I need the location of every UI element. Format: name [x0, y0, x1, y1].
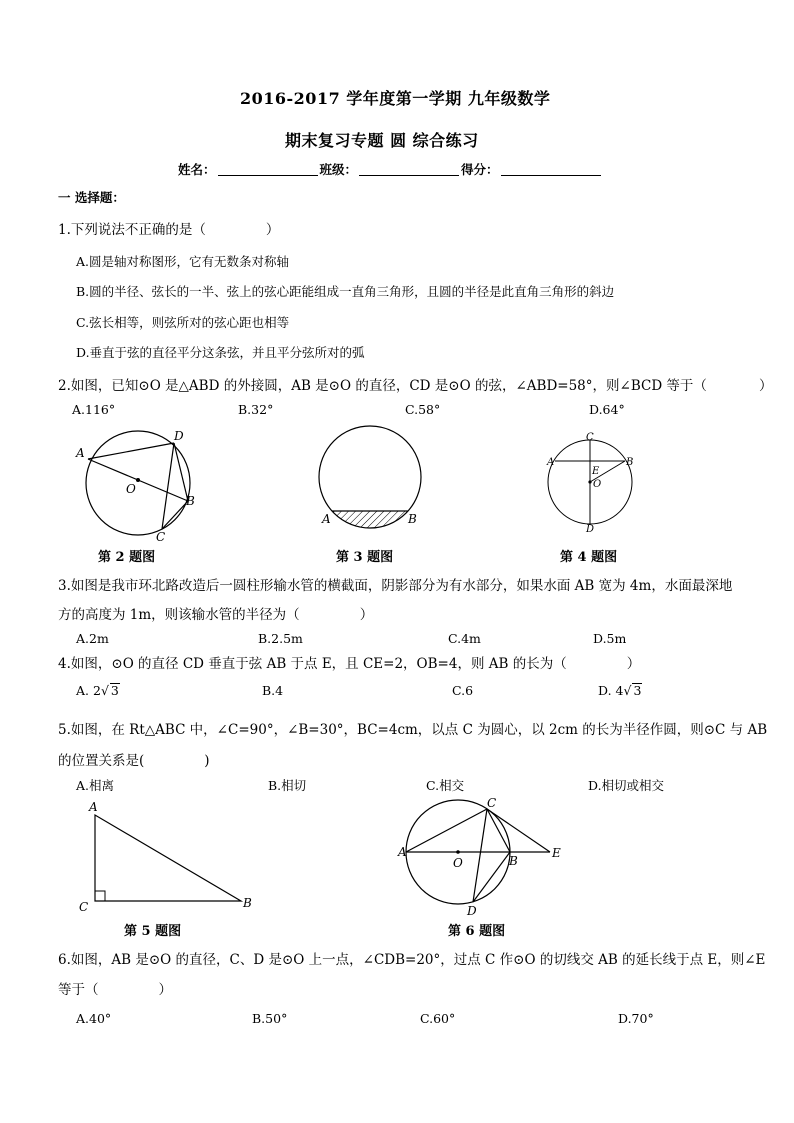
- q1-option-c: C.弦长相等，则弦所对的弦心距也相等: [76, 315, 290, 330]
- q6-option-a: A.40°: [76, 1011, 112, 1026]
- figure-3: [300, 425, 440, 535]
- figure-6-caption: 第 6 题图: [448, 924, 506, 939]
- fig4-label-e: E: [592, 466, 600, 477]
- fig2-label-d: D: [174, 429, 184, 443]
- q6-option-b: B.50°: [252, 1011, 288, 1026]
- q3-option-b: B.2.5m: [258, 631, 303, 646]
- fig6-chord-ac: [406, 809, 487, 852]
- question-6-stem-line2: [58, 978, 172, 998]
- fig2-chord-dc: [162, 443, 174, 529]
- figure-4: [540, 430, 640, 535]
- question-4-stem: [58, 652, 640, 672]
- q5-option-d: D.相切或相交: [588, 778, 665, 793]
- q2-option-d: D.64°: [589, 402, 625, 417]
- fig6-center-point: [456, 850, 460, 854]
- question-5-stem-line1: 5.如图，在 Rt△ABC 中，∠C=90°，∠B=30°，BC=4cm，以点 C 为圆心，以 2cm 的长为半径作圆，则⊙C 与 AB: [58, 722, 768, 738]
- q6-option-d: D.70°: [618, 1011, 654, 1026]
- q1-close: ）: [265, 222, 280, 238]
- q1-stem-text: 1.下列说法不正确的是（: [58, 222, 206, 238]
- q2-stem-text: 2.如图，已知⊙O 是△ABD 的外接圆，AB 是⊙O 的直径，CD 是⊙O 的弦，∠ABD=58°，则∠BCD 等于（: [58, 378, 707, 394]
- fig2-label-a: A: [76, 446, 85, 460]
- fig2-label-o: O: [126, 482, 136, 496]
- student-info-line: [178, 160, 603, 178]
- fig5-triangle: [95, 815, 241, 901]
- score-label: 得分：: [461, 162, 499, 177]
- fig6-label-c: C: [487, 796, 497, 810]
- q5-close: ): [204, 753, 210, 769]
- page-subtitle: 期末复习专题 圆 综合练习: [285, 131, 479, 150]
- question-3-stem-line1: 3.如图是我市环北路改造后一圆柱形输水管的横截面，阴影部分为有水部分，如果水面 AB 宽为 4m，水面最深地: [58, 578, 733, 594]
- question-2-stem: [58, 374, 772, 394]
- fig4-label-a: A: [547, 457, 555, 468]
- q2-option-b: B.32°: [238, 402, 274, 417]
- name-label: 姓名：: [178, 162, 216, 177]
- fig2-label-b: B: [186, 494, 195, 508]
- q4-option-c: C.6: [452, 683, 474, 698]
- figure-2: [70, 425, 210, 545]
- q3-close: ）: [359, 607, 374, 623]
- q4-d-radicand: 3: [633, 683, 642, 698]
- q4-option-b: B.4: [262, 683, 284, 698]
- q3-option-a: A.2m: [76, 631, 109, 646]
- fig6-chord-cd: [473, 809, 487, 902]
- question-6-stem-line1: 6.如图，AB 是⊙O 的直径，C、D 是⊙O 上一点，∠CDB=20°，过点 C 作⊙O 的切线交 AB 的延长线于点 E，则∠E: [58, 952, 766, 968]
- fig4-center-point: [588, 480, 591, 483]
- figure-6: [395, 795, 575, 920]
- fig6-label-e: E: [552, 846, 561, 860]
- q4-a-coefficient: 2: [93, 683, 101, 698]
- fig2-label-c: C: [156, 530, 166, 544]
- figure-2-caption: 第 2 题图: [98, 550, 156, 565]
- fig6-tangent-ce: [487, 809, 550, 852]
- q3-option-d: D.5m: [593, 631, 627, 646]
- figure-4-caption: 第 4 题图: [560, 550, 618, 565]
- fig2-center-point: [136, 478, 140, 482]
- fig6-chord-db: [473, 852, 510, 902]
- fig6-label-d: D: [467, 904, 477, 918]
- class-blank[interactable]: [359, 161, 459, 176]
- fig4-label-c: C: [586, 432, 594, 443]
- fig4-label-d: D: [586, 524, 595, 535]
- fig6-label-a: A: [398, 845, 407, 859]
- fig3-label-a: A: [322, 512, 331, 526]
- q5-option-c: C.相交: [426, 778, 465, 793]
- fig6-chord-cb: [487, 809, 510, 852]
- q6-option-c: C.60°: [420, 1011, 456, 1026]
- question-1-stem: [58, 218, 279, 238]
- q3-option-c: C.4m: [448, 631, 481, 646]
- fig6-label-b: B: [509, 854, 518, 868]
- q2-option-c: C.58°: [405, 402, 441, 417]
- q6-close: ）: [158, 982, 172, 998]
- name-blank[interactable]: [218, 161, 318, 176]
- fig2-chord-db: [174, 443, 188, 501]
- q1-option-b: B.圆的半径、弦长的一半、弦上的弦心距能组成一直角三角形，且圆的半径是此直角三角形的斜边: [76, 284, 615, 299]
- q4-option-a: A. 2√ 3: [76, 683, 119, 698]
- q6-stem-text: 等于（: [58, 982, 99, 998]
- score-blank[interactable]: [501, 161, 601, 176]
- q4-close: ）: [626, 656, 641, 672]
- q4-stem-text: 4.如图，⊙O 的直径 CD 垂直于弦 AB 于点 E，且 CE=2，OB=4，则 AB 的长为（: [58, 656, 567, 672]
- fig5-label-b: B: [243, 896, 252, 910]
- fig6-label-o: O: [453, 856, 463, 870]
- fig2-chord-ad: [88, 443, 174, 459]
- figure-5: [75, 797, 265, 917]
- fig3-label-b: B: [408, 512, 417, 526]
- q4-d-prefix: D.: [598, 683, 612, 698]
- q5-option-a: A.相离: [76, 778, 115, 793]
- q4-a-prefix: A.: [76, 683, 90, 698]
- q1-option-a: A.圆是轴对称图形，它有无数条对称轴: [76, 254, 290, 269]
- figure-5-caption: 第 5 题图: [124, 924, 182, 939]
- class-label: 班级：: [319, 162, 358, 177]
- figure-3-caption: 第 3 题图: [336, 550, 394, 565]
- q4-a-radicand: 3: [110, 683, 119, 698]
- section-title: 一 选择题：: [58, 190, 125, 205]
- fig5-label-a: A: [89, 800, 98, 814]
- q2-option-a: A.116°: [72, 402, 116, 417]
- q5-stem-text: 的位置关系是(: [58, 753, 145, 769]
- question-5-stem-line2: [58, 749, 210, 769]
- q4-option-d: D. 4√ 3: [598, 683, 642, 698]
- fig5-label-c: C: [79, 900, 89, 914]
- q3-stem-text: 方的高度为 1m，则该输水管的半径为（: [58, 607, 300, 623]
- fig4-label-b: B: [626, 457, 634, 468]
- question-3-stem-line2: [58, 603, 373, 623]
- q4-d-coefficient: 4: [615, 683, 624, 698]
- q2-close: ）: [758, 378, 773, 394]
- page-title: 2016-2017 学年度第一学期 九年级数学: [240, 89, 551, 108]
- fig4-label-o: O: [593, 479, 602, 490]
- q1-option-d: D.垂直于弦的直径平分这条弦，并且平分弦所对的弧: [76, 345, 365, 360]
- q5-option-b: B.相切: [268, 778, 307, 793]
- fig5-right-angle-mark: [95, 891, 105, 901]
